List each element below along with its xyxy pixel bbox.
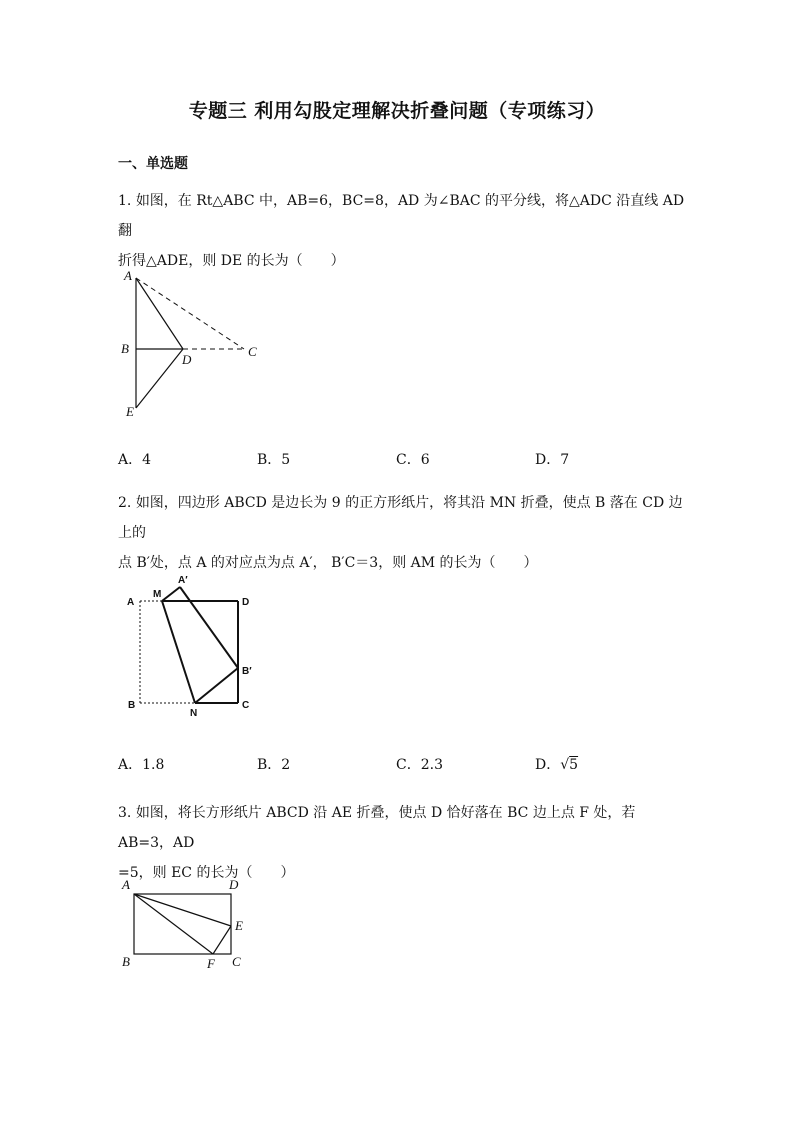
option-a[interactable]: A．1.8 bbox=[118, 757, 165, 773]
question-3-line2: =5，则 EC 的长为（ ） bbox=[118, 865, 295, 881]
segment-ma1 bbox=[162, 587, 180, 601]
segment-b1n bbox=[195, 668, 238, 703]
label-b: B bbox=[122, 954, 130, 969]
question-3-figure bbox=[116, 874, 256, 974]
label-m: M bbox=[153, 589, 162, 600]
question-1-figure bbox=[112, 264, 272, 424]
sqrt-radicand: 5 bbox=[569, 757, 579, 773]
question-2-figure bbox=[124, 570, 264, 720]
label-d: D bbox=[229, 877, 239, 892]
segment-a1b1 bbox=[180, 587, 238, 668]
label-b-prime: B′ bbox=[242, 666, 252, 677]
question-1-options bbox=[118, 449, 678, 469]
option-c[interactable]: C．6 bbox=[396, 452, 430, 468]
question-3-number: 3. bbox=[118, 805, 132, 821]
option-d[interactable]: D．7 bbox=[535, 452, 570, 468]
label-f: F bbox=[207, 956, 215, 971]
segment-af bbox=[134, 894, 213, 954]
option-d[interactable] bbox=[535, 754, 578, 774]
label-e: E bbox=[126, 404, 134, 419]
segment-ae bbox=[134, 894, 231, 926]
label-e: E bbox=[235, 918, 243, 933]
segment-ac-dashed bbox=[136, 278, 244, 349]
option-b[interactable]: B．2 bbox=[257, 757, 291, 773]
segment-ad bbox=[136, 278, 183, 349]
question-2-options bbox=[118, 754, 678, 774]
label-d: D bbox=[242, 597, 250, 608]
question-2-stem bbox=[118, 488, 686, 578]
label-c: C bbox=[242, 700, 250, 711]
sqrt-symbol: √ bbox=[560, 757, 570, 773]
option-c[interactable]: C．2.3 bbox=[396, 757, 443, 773]
page-title: 专题三 利用勾股定理解决折叠问题（专项练习） bbox=[188, 100, 606, 122]
section-heading: 一、单选题 bbox=[118, 156, 188, 172]
label-b: B bbox=[128, 700, 136, 711]
question-1-line2: 折得△ADE，则 DE 的长为（ ） bbox=[118, 253, 345, 269]
rectangle-abcd bbox=[134, 894, 231, 954]
option-b[interactable]: B．5 bbox=[257, 452, 291, 468]
label-a: A bbox=[122, 877, 130, 892]
question-1-number: 1. bbox=[118, 193, 132, 209]
label-c: C bbox=[248, 344, 257, 359]
segment-fe bbox=[213, 926, 231, 954]
segment-mn bbox=[162, 601, 195, 703]
question-3-line1: 如图，将长方形纸片 ABCD 沿 AE 折叠，使点 D 恰好落在 BC 边上点 F 处，若 AB=3，AD bbox=[118, 805, 636, 851]
label-d: D bbox=[182, 352, 192, 367]
label-n: N bbox=[190, 708, 198, 719]
label-a: A bbox=[127, 597, 135, 608]
option-d-letter: D． bbox=[535, 757, 561, 773]
label-b: B bbox=[121, 341, 129, 356]
label-a-prime: A′ bbox=[178, 575, 188, 586]
question-2-number: 2. bbox=[118, 495, 132, 511]
label-a: A bbox=[124, 268, 132, 283]
question-2-line2: 点 B′处，点 A 的对应点为点 A′， B′C＝3，则 AM 的长为（ ） bbox=[118, 555, 538, 571]
label-c: C bbox=[232, 954, 241, 969]
question-1-stem bbox=[118, 186, 686, 276]
segment-de bbox=[136, 349, 183, 408]
option-a[interactable]: A．4 bbox=[118, 452, 152, 468]
question-2-line1: 如图，四边形 ABCD 是边长为 9 的正方形纸片，将其沿 MN 折叠，使点 B 落在 CD 边上的 bbox=[118, 495, 683, 541]
question-1-line1: 如图，在 Rt△ABC 中，AB=6，BC=8，AD 为∠BAC 的平分线，将△ADC 沿直线 AD 翻 bbox=[118, 193, 685, 239]
